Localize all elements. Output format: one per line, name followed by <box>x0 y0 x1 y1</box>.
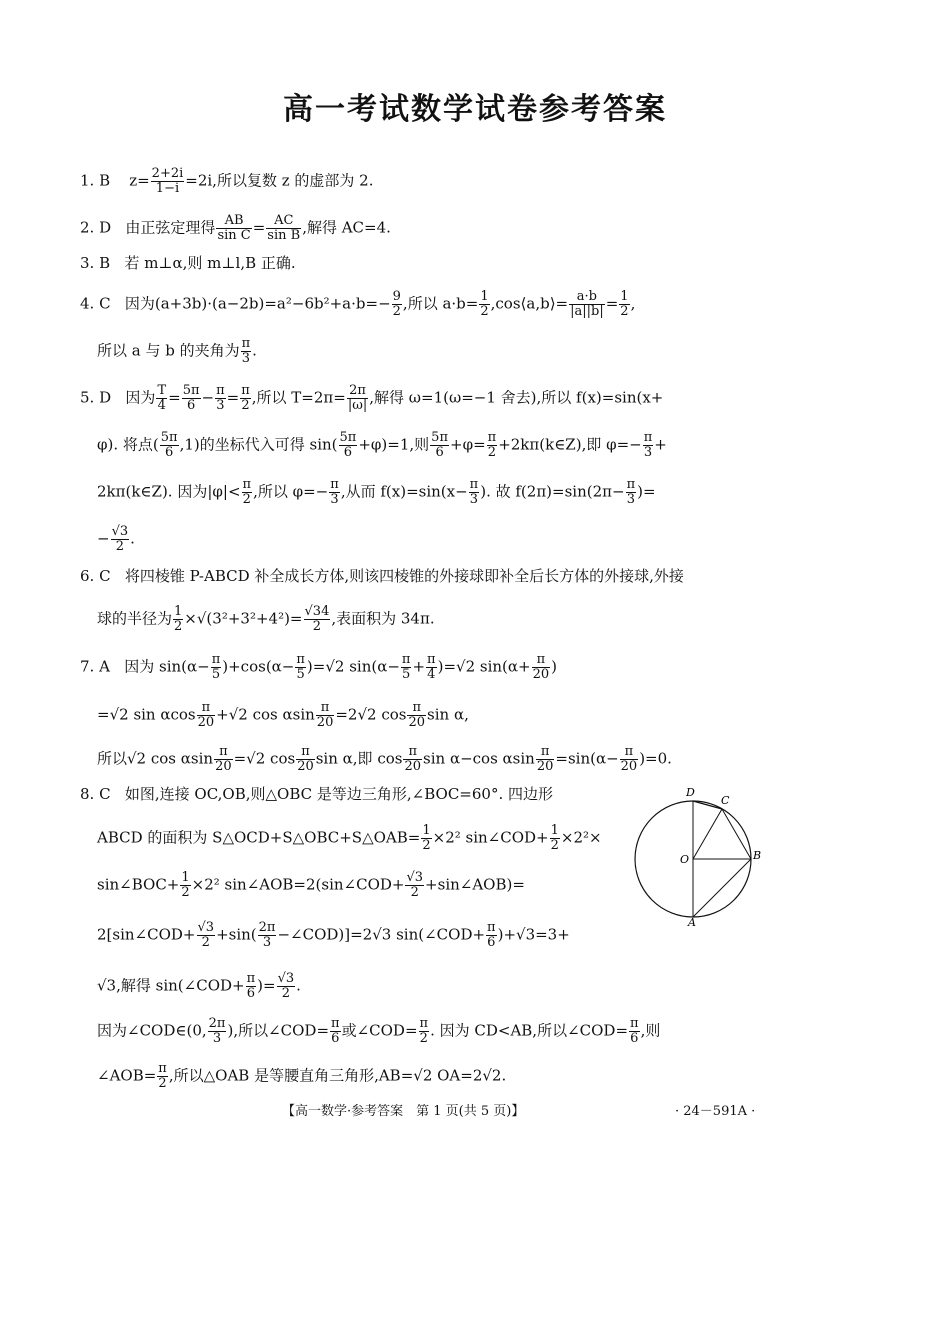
segment-AB <box>693 859 751 917</box>
page-title: 高一考试数学试卷参考答案 <box>283 92 667 127</box>
circle-quadrilateral-figure <box>628 780 778 930</box>
answer-4-line-1: 4. C 因为(a+3b)·(a−2b)=a²−6b²+a·b=− $\frac{9}{2}$ ,所以 a·b= $\frac{1}{2}$ ,cos⟨a,b⟩= $\frac{a\cdot b}{|a||b|}$ = $\frac{1}{2}$ , <box>80 289 636 319</box>
answer-3: 3. B 若 m⊥α,则 m⊥l,B 正确. <box>80 254 296 272</box>
answer-8-line-4: 2[sin∠COD+ $\frac{√3}{2}$ +sin( $\frac{2\pi}{3}$ −∠COD)]=2√3 sin(∠COD+ $\frac{\pi}{6}$ )+√3=3+ <box>97 920 570 950</box>
label-O: O <box>680 853 690 866</box>
answer-5-line-2: φ). 将点( $\frac{5\pi}{6}$ ,1)的坐标代入可得 sin( $\frac{5\pi}{6}$ +φ)=1,则 $\frac{5\pi}{6}$ +φ= $\frac{\pi}{2}$ +2kπ(k∈Z),即 φ=− $\frac{\pi}{3}$ + <box>97 430 667 460</box>
label-A: A <box>688 916 696 929</box>
label-D: D <box>686 786 695 799</box>
answer-8-line-5: √3,解得 sin(∠COD+ $\frac{\pi}{6}$ )= $\frac{√3}{2}$ . <box>97 971 301 1001</box>
answer-8-line-6: 因为∠COD∈(0, $\frac{2\pi}{3}$ ),所以∠COD= $\frac{\pi}{6}$ 或∠COD= $\frac{\pi}{2}$ . 因为 CD<AB,所以∠COD= $\frac{\pi}{6}$ ,则 <box>97 1016 661 1046</box>
footer-page-info: 【高一数学·参考答案 第 1 页(共 5 页)】 <box>282 1104 525 1119</box>
segment-CB <box>722 809 751 859</box>
answer-8-line-7: ∠AOB= $\frac{\pi}{2}$ ,所以△OAB 是等腰直角三角形,AB=√2 OA=2√2. <box>97 1061 507 1091</box>
answer-7-line-2: =√2 sin αcos $\frac{\pi}{20}$ +√2 cos αsin $\frac{\pi}{20}$ =2√2 cos $\frac{\pi}{20}$ sin α, <box>97 700 469 730</box>
segment-DC <box>693 801 722 809</box>
answer-5-line-1: 5. D 因为 $\frac{T}{4}$ = $\frac{5\pi}{6}$ − $\frac{\pi}{3}$ = $\frac{\pi}{2}$ ,所以 T=2π= $\frac{2\pi}{|\omega|}$ ,解得 ω=1(ω=−1 舍去),所以 f(x)=sin(x+ <box>80 383 664 413</box>
answer-5-line-4: − $\frac{√3}{2}$ . <box>97 524 135 554</box>
footer-code: · 24－591A · <box>675 1104 756 1119</box>
segment-OC <box>693 809 722 859</box>
answer-6-line-2: 球的半径为 $\frac{1}{2}$ ×√(3²+3²+4²)= $\frac{√34}{2}$ ,表面积为 34π. <box>97 604 435 634</box>
answer-2: 2. D 由正弦定理得 $\frac{AB}{\text{sin C}}$ = $\frac{AC}{\text{sin B}}$ ,解得 AC=4. <box>80 213 391 243</box>
label-B: B <box>753 849 762 862</box>
answer-1: 1. B z= $\frac{2+2i}{1-i}$ =2i,所以复数 z 的虚部为 2. <box>80 166 374 196</box>
answer-6-line-1: 6. C 将四棱锥 P-ABCD 补全成长方体,则该四棱锥的外接球即补全后长方体的外接球,外接 <box>80 567 684 585</box>
label-C: C <box>721 794 730 807</box>
answer-8-line-1: 8. C 如图,连接 OC,OB,则△OBC 是等边三角形,∠BOC=60°. 四边形 <box>80 785 553 803</box>
answer-5-line-3: 2kπ(k∈Z). 因为|φ|< $\frac{\pi}{2}$ ,所以 φ=− $\frac{\pi}{3}$ ,从而 f(x)=sin(x− $\frac{\pi}{3}$ ). 故 f(2π)=sin(2π− $\frac{\pi}{3}$ )= <box>97 477 656 507</box>
answer-4-line-2: 所以 a 与 b 的夹角为 $\frac{\pi}{3}$ . <box>97 336 257 366</box>
answer-7-line-1: 7. A 因为 sin(α− $\frac{\pi}{5}$ )+cos(α− $\frac{\pi}{5}$ )=√2 sin(α− $\frac{\pi}{5}$ + $\frac{\pi}{4}$ )=√2 sin(α+ $\frac{\pi}{20}$ ) <box>80 652 557 682</box>
answer-8-line-2: ABCD 的面积为 S△OCD+S△OBC+S△OAB= $\frac{1}{2}$ ×2² sin∠COD+ $\frac{1}{2}$ ×2²× <box>97 823 602 853</box>
answer-7-line-3: 所以√2 cos αsin $\frac{\pi}{20}$ =√2 cos $\frac{\pi}{20}$ sin α,即 cos $\frac{\pi}{20}$ sin α−cos αsin $\frac{\pi}{20}$ =sin(α− $\frac{\pi}{20}$ )=0. <box>97 744 672 774</box>
answer-8-line-3: sin∠BOC+ $\frac{1}{2}$ ×2² sin∠AOB=2(sin∠COD+ $\frac{√3}{2}$ +sin∠AOB)= <box>97 870 525 900</box>
